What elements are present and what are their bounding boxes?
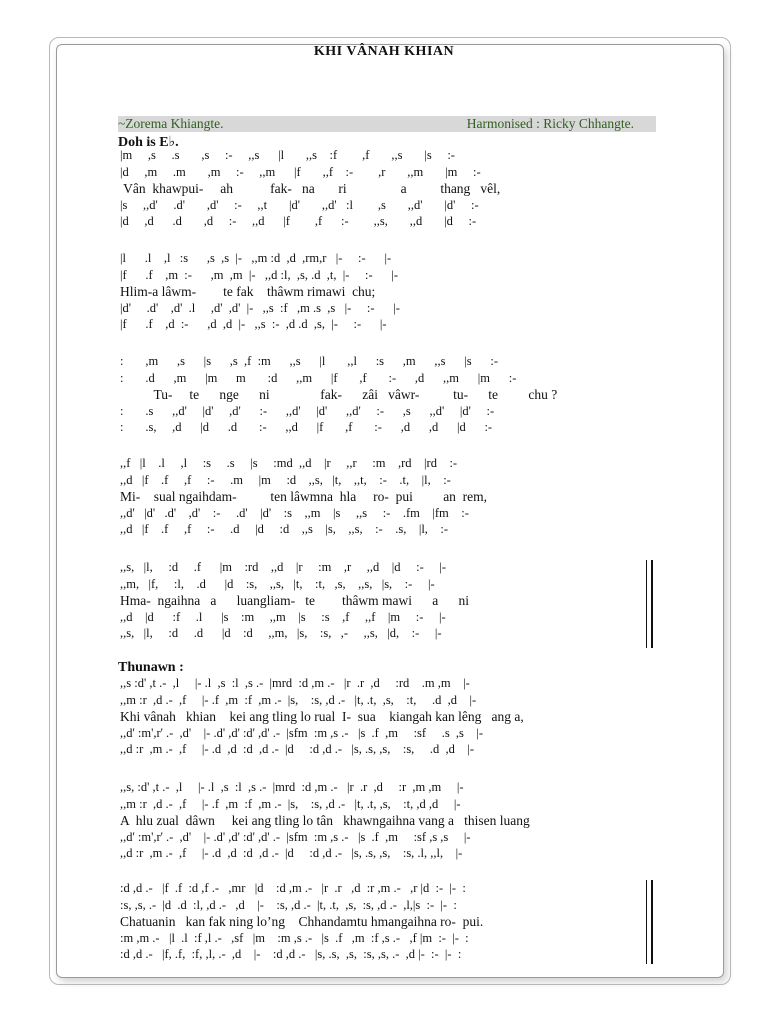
- final-barline: [651, 880, 653, 964]
- score-line-alto: : .d ,m |m m :d ,,m |f ,f :- ,d ,,m |m :-: [120, 370, 517, 385]
- score-line-bass: ,,d :r ,m .- ,f |- .d ,d :d ,d .- |d :d ,d .- |s, .s, ,s, :s, .d ,d |-: [120, 742, 475, 757]
- score-line-tenor: ,,d' |d' .d' ,d' :- .d' |d' :s ,,m |s ,,s :- .fm |fm :-: [120, 505, 469, 520]
- score-line-alto: ,,m, |f, :l, .d |d :s, ,,s, |t, :t, ,s, ,,s, |s, :- |-: [120, 576, 435, 591]
- final-barline: [646, 880, 647, 964]
- author-credit: ~Zorema Khiangte.: [118, 116, 224, 131]
- score-line-tenor: ,,d |d :f .l |s :m ,,m |s :s ,f ,,f |m :- |-: [120, 609, 446, 624]
- score-line-alto: :s, ,s, .- |d .d :l, ,d .- ,d |- :s, ,d .- |t, .t, ,s, :s, ,d .- ,l,|s :- |- :: [120, 897, 457, 912]
- score-line-lyrics: Hma- ngaihna a luangliam- te thâwm mawi a ni: [120, 593, 470, 609]
- score-line-tenor: |d' .d' ,d' .l ,d' ,d' |- ,,s :f ,m .s ,s |- :- |-: [120, 300, 400, 315]
- score-line-tenor: :m ,m .- |l .l :f ,l .- ,sf |m :m ,s .- |s .f ,m :f ,s .- ,f |m :- |- :: [120, 930, 469, 945]
- final-barline: [646, 560, 647, 648]
- credits-bar: [118, 116, 656, 132]
- score-line-bass: :d ,d .- |f, .f, :f, ,l, .- ,d |- :d ,d .- |s, .s, ,s, :s, ,s, .- ,d |- :- |- :: [120, 947, 462, 962]
- song-title: KHI VÂNAH KHIAN: [313, 44, 455, 59]
- score-line-alto: |f .f ,m :- ,m ,m |- ,,d :l, ,s, .d ,t, |- :- |-: [120, 267, 399, 282]
- score-line-alto: ,,m :r ,d .- ,f |- .f ,m :f ,m .- |s, :s, ,d .- |t, .t, ,s, :t, ,d ,d |-: [120, 796, 461, 811]
- score-line-bass: |f .f ,d :- ,d ,d |- ,,s :- ,d .d ,s, |- :- |-: [120, 317, 387, 332]
- score-line-soprano: ,,s :d' ,t .- ,l |- .l ,s :l ,s .- |mrd :d ,m .- |r .r ,d :rd .m ,m |-: [120, 676, 470, 690]
- score-line-bass: ,,d |f .f ,f :- .d |d :d ,,s |s, ,,s, :- .s, |l, :-: [120, 522, 449, 537]
- score-line-alto: |d ,m .m ,m :- ,,m |f ,,f :- ,r ,,m |m :-: [120, 164, 481, 179]
- score-line-soprano: :d ,d .- |f .f :d ,f .- ,mr |d :d ,m .- |r .r ,d :r ,m .- ,r |d :- |- :: [120, 881, 466, 895]
- score-line-soprano: |l .l ,l :s ,s ,s |- ,,m :d ,d ,rm,r |- :- |-: [120, 251, 392, 265]
- section-label-thunawn: Thunawn :: [118, 660, 184, 675]
- score-line-bass: : .s, ,d |d .d :- ,,d |f ,f :- ,d ,d |d :-: [120, 420, 493, 435]
- score-line-soprano: |m ,s .s ,s :- ,,s |l ,,s :f ,f ,,s |s :-: [120, 148, 455, 162]
- score-line-tenor: |s ,,d' .d' ,d' :- ,,t |d' ,,d' :l ,s ,,d' |d' :-: [120, 197, 479, 212]
- score-line-soprano: ,,s, |l, :d .f |m :rd ,,d |r :m ,r ,,d |d :- |-: [120, 560, 447, 574]
- score-line-tenor: ,,d' :m',r' .- ,d' |- .d' ,d' :d' ,d' .- |sfm :m ,s .- |s .f ,m :sf ,s ,s |-: [120, 829, 471, 844]
- score-line-tenor: ,,d' :m',r' .- ,d' |- .d' ,d' :d' ,d' .- |sfm :m ,s .- |s .f ,m :sf .s ,s |-: [120, 725, 484, 740]
- score-line-lyrics: Mi- sual ngaihdam- ten lâwmna hla ro- pui an rem,: [120, 489, 488, 505]
- score-line-lyrics: Hlim-a lâwm- te fak thâwm rimawi chu;: [120, 284, 376, 300]
- score-line-lyrics: A hlu zual dâwn kei ang tling lo tân khawngaihna vang a thisen luang: [120, 813, 530, 829]
- score-line-lyrics: Vân khawpui- ah fak- na ri a thang vêl,: [120, 181, 501, 197]
- score-line-alto: ,,d |f .f ,f :- .m |m :d ,,s, |t, ,,t, :- .t, |l, :-: [120, 472, 451, 487]
- final-barline: [651, 560, 653, 648]
- score-line-lyrics: Tu- te nge ni fak- zâi vâwr- tu- te chu ?: [120, 387, 558, 403]
- key-signature: Doh is E♭.: [118, 135, 179, 150]
- score-line-alto: ,,m :r ,d .- ,f |- .f ,m :f ,m .- |s, :s, ,d .- |t, .t, ,s, :t, .d ,d |-: [120, 692, 477, 707]
- score-line-tenor: : .s ,,d' |d' ,d' :- ,,d' |d' ,,d' :- ,s ,,d' |d' :-: [120, 403, 495, 418]
- score-line-lyrics: Khi vânah khian kei ang tling lo rual I- sua kiangah kan lêng ang a,: [120, 709, 524, 725]
- score-line-soprano: : ,m ,s |s ,s ,f :m ,,s |l ,,l :s ,m ,,s |s :-: [120, 354, 499, 368]
- score-line-lyrics: Chatuanin kan fak ning lo’ng Chhandamtu hmangaihna ro- pui.: [120, 914, 484, 930]
- arranger-credit: Harmonised : Ricky Chhangte.: [466, 116, 634, 131]
- score-line-bass: |d ,d .d ,d :- ,,d |f ,f :- ,,s, ,,d |d :-: [120, 214, 477, 229]
- score-line-bass: ,,s, |l, :d .d |d :d ,,m, |s, :s, ,- ,,s, |d, :- |-: [120, 626, 442, 641]
- score-line-bass: ,,d :r ,m .- ,f |- .d ,d :d ,d .- |d :d ,d .- |s, .s, ,s, :s, .l, ,,l, |-: [120, 846, 463, 861]
- score-line-soprano: ,,s, :d' ,t .- ,l |- .l ,s :l ,s .- |mrd :d ,m .- |r .r ,d :r ,m ,m |-: [120, 780, 464, 794]
- score-line-soprano: ,,f |l .l ,l :s .s |s :md ,,d |r ,,r :m ,rd |rd :-: [120, 456, 458, 470]
